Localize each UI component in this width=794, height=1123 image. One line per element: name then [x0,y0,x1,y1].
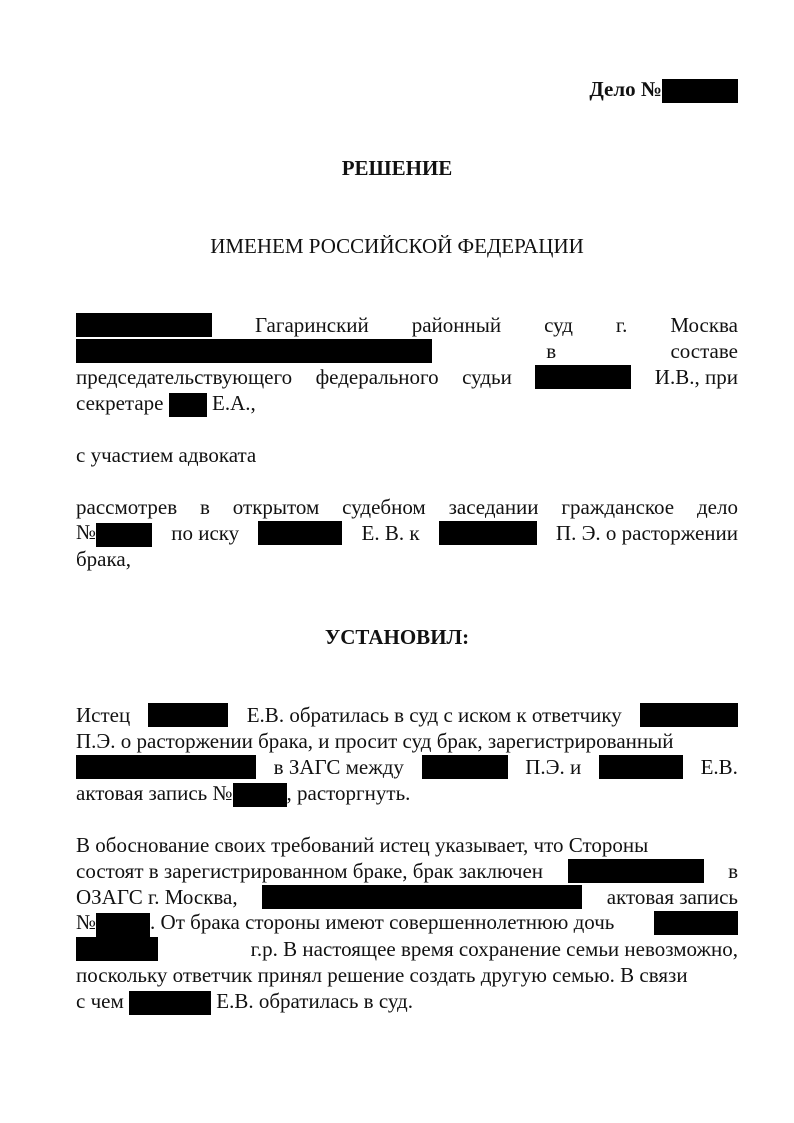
p2-text: ОЗАГС г. Москва, [76,885,238,909]
p1-line-1 [76,702,738,728]
p1-text: актовая запись № [76,781,233,805]
secretary-label: секретаре [76,391,164,415]
review-line-3: брака, [76,547,131,571]
redaction [76,937,158,961]
court-word: в [546,339,557,363]
p1-text: П.Э. и [525,755,582,779]
p2-text: . От брака стороны имеют совершеннолетнюю дочь [150,910,615,935]
court-word: председательствующего [76,365,293,389]
p2-line-7 [76,988,738,1014]
redaction [422,755,508,779]
court-line-3 [76,364,738,390]
secretary-initials: Е.А., [212,391,256,415]
redaction [76,755,256,779]
p2-line-1: В обоснование своих требований истец указывает, что Стороны [76,833,649,857]
court-word: Гагаринский [254,313,369,337]
advocate-line: с участием адвоката [76,443,257,467]
p2-text: Е.В. обратилась в суд. [216,989,413,1013]
court-word: составе [670,339,738,363]
court-word: И.В., при [654,365,738,389]
redaction [439,521,537,545]
redaction [96,913,150,937]
p2-text: в [728,859,738,883]
case-number [76,76,738,102]
court-word: г. [615,313,628,337]
redaction [233,783,287,807]
court-word: суд [544,313,573,337]
review-word: в [200,495,210,519]
redaction [129,991,211,1015]
redaction [599,755,683,779]
section-heading: УСТАНОВИЛ: [324,625,470,649]
p2-text: состоят в зарегистрированном браке, брак заключен [76,859,544,883]
case-label: Дело № [589,77,662,101]
review-word: рассмотрев [76,495,178,519]
redaction [148,703,228,727]
p1-text: Истец [76,703,131,727]
redaction [640,703,738,727]
review-word: гражданское [561,495,675,519]
review-line-1 [76,494,738,520]
court-line-4 [76,390,738,416]
p2-text: г.р. В настоящее время сохранение семьи невозможно, [250,937,738,961]
court-line-2 [76,338,738,364]
review-text: по иску [171,521,240,545]
p2-text: № [76,910,97,935]
p1-text: в ЗАГС между [273,755,404,779]
p2-text: с чем [76,989,124,1013]
p2-line-4 [76,910,738,936]
p1-text: , расторгнуть. [286,781,411,805]
review-word: судебном [342,495,426,519]
document-subtitle: ИМЕНЕМ РОССИЙСКОЙ ФЕДЕРАЦИИ [210,234,584,258]
p2-line-5 [76,936,738,962]
court-word: судьи [462,365,512,389]
redaction [662,79,738,103]
court-word: Москва [670,313,738,337]
p1-line-3 [76,754,738,780]
redaction [535,365,631,389]
p1-line-4 [76,780,738,806]
review-text: Е. В. к [361,521,420,545]
review-word: открытом [232,495,320,519]
review-line-2 [76,520,738,546]
redaction [568,859,704,883]
redaction [169,393,207,417]
p2-line-6: поскольку ответчик принял решение создать другую семью. В связи [76,963,688,987]
p1-line-2: П.Э. о расторжении брака, и просит суд брак, зарегистрированный [76,729,674,753]
redaction [654,911,738,935]
p2-line-3 [76,884,738,910]
p1-text: Е.В. обратилась в суд с иском к ответчику [246,703,622,727]
redaction [258,521,342,545]
p2-text: актовая запись [606,885,738,909]
redaction [76,339,432,363]
redaction [96,523,152,547]
redaction [76,313,212,337]
review-text: П. Э. о расторжении [555,521,738,545]
court-word: федерального [315,365,439,389]
document-title: РЕШЕНИЕ [341,156,453,180]
case-no-sign: № [76,520,97,545]
p2-line-2 [76,858,738,884]
p1-text: Е.В. [700,755,738,779]
court-word: районный [411,313,502,337]
review-word: заседании [448,495,539,519]
redaction [262,885,582,909]
review-word: дело [697,495,738,519]
court-line-1 [76,312,738,338]
